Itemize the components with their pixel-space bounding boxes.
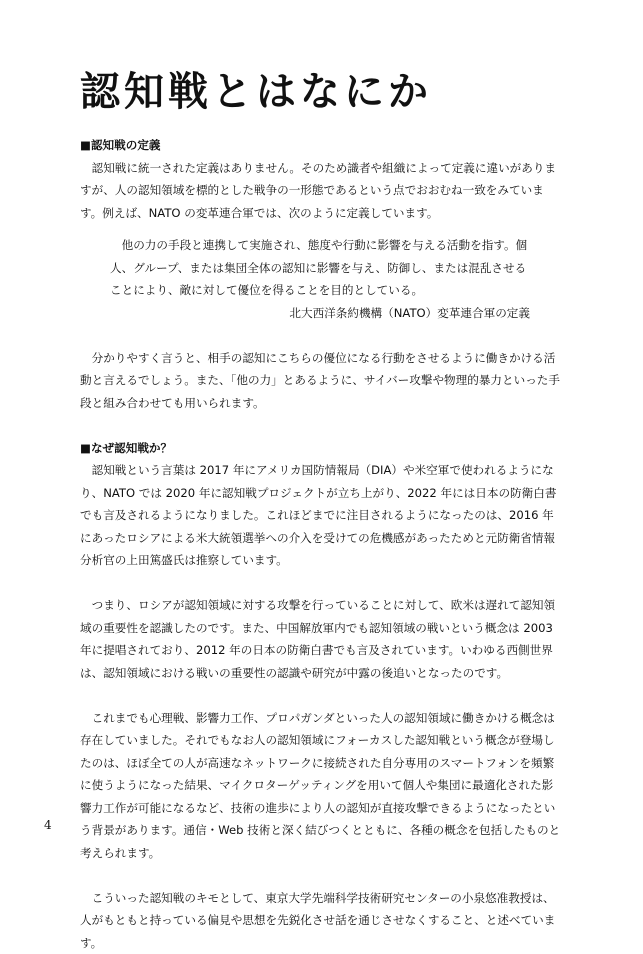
section-heading-definition: ■認知戦の定義: [80, 134, 564, 157]
quote-text: 他の力の手段と連携して実施され、態度や行動に影響を与える活動を指す。個人、グループ、または集団全体の認知に影響を与え、防御し、または混乱させることにより、敵に対して優位を得ることを目的としている。: [110, 234, 530, 302]
section-heading-why: ■なぜ認知戦か？: [80, 437, 564, 460]
quote-source: 北大西洋条約機構（NATO）変革連合軍の定義: [110, 302, 530, 325]
paragraph-why-key-point: こういった認知戦のキモとして、東京大学先端科学技術研究センターの小泉悠准教授は、人がもともと持っている偏見や思想を先鋭化させ話を通じさせなくすること、と述べています。: [80, 887, 564, 954]
paragraph-why-history: 認知戦という言葉は 2017 年にアメリカ国防情報局（DIA）や米空軍で使われるようになり、NATO では 2020 年に認知戦プロジェクトが立ち上がり、2022 年には日本の防衛白書でも言及されるようになりました。これほどまでに注目されるようになったのは、2016 年にあったロシアによる米大統領選挙への介入を受けての危機感があったためと元防衛省情報分析官の上田篤盛氏は推察しています。: [80, 459, 564, 572]
paragraph-why-technology: これまでも心理戦、影響力工作、プロパガンダといった人の認知領域に働きかける概念は存在していました。それでもなお人の認知領域にフォーカスした認知戦という概念が登場したのは、ほぼ全ての人が高速なネットワークに接続された自分専用のスマートフォンを頻繁に使うようになった結果、マイクロターゲッティングを用いて個人や集団に最適化された影響力工作が可能になるなど、技術の進歩により人の認知が直接攻撃できるようになったという背景があります。通信・Web 技術と深く結びつくとともに、各種の概念を包括したものと考えられます。: [80, 707, 564, 865]
document-body: [80, 134, 564, 954]
paragraph-why-russia: つまり、ロシアが認知領域に対する攻撃を行っていることに対して、欧米は遅れて認知領域の重要性を認識したのです。また、中国解放軍内でも認知領域の戦いという概念は 2003 年に提唱されており、2012 年の日本の防衛白書でも言及されています。いわゆる西側世界は、認知領域における戦いの重要性の認識や研究が中露の後追いとなったのです。: [80, 594, 564, 684]
nato-definition-quote: [110, 234, 530, 324]
paragraph-definition-explanation: 分かりやすく言うと、相手の認知にこちらの優位になる行動をさせるように働きかける活動と言えるでしょう。また、「他の力」とあるように、サイバー攻撃や物理的暴力といった手段と組み合わせても用いられます。: [80, 347, 564, 415]
paragraph-definition-intro: 認知戦に統一された定義はありません。そのため識者や組織によって定義に違いがありますが、人の認知領域を標的とした戦争の一形態であるという点でおおむね一致をみています。例えば、NATO の変革連合軍では、次のように定義しています。: [80, 157, 564, 225]
page-title: 認知戦とはなにか: [80, 72, 432, 112]
page-number: 4: [44, 818, 52, 832]
